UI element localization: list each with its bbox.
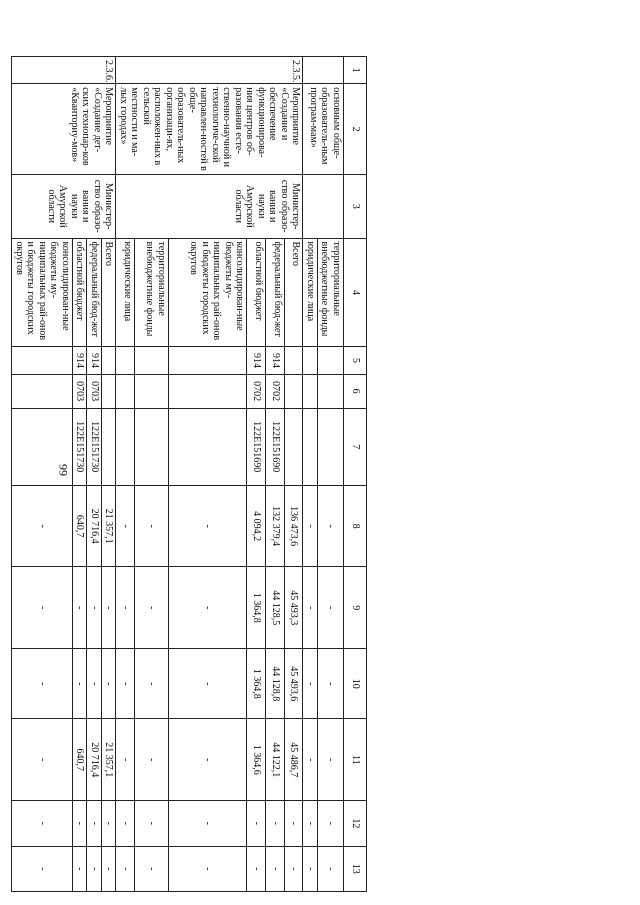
amount-cell: - (284, 801, 303, 846)
amount-cell: - (168, 649, 246, 719)
amount-cell: - (116, 485, 135, 567)
amount-cell: 20 716,4 (87, 485, 102, 567)
budget-table-sheet (0, 56, 367, 892)
code-cell (135, 408, 169, 485)
amount-cell: - (87, 801, 102, 846)
funding-source-cell: консолидирован-ные бюджеты му-ниципальных рай-онов и бюджеты городских округов (12, 238, 73, 347)
amount-cell: - (135, 567, 169, 649)
executor-cell: Министер-ство образо-вания и науки Амурской области (116, 174, 303, 238)
amount-cell: - (116, 567, 135, 649)
code-cell (284, 347, 303, 374)
row-number-cell: 2.3.5. (116, 57, 303, 84)
amount-cell: - (303, 649, 318, 719)
header-cell: 11 (344, 719, 367, 801)
funding-source-cell: юридические лица (303, 238, 318, 347)
amount-cell: - (135, 846, 169, 891)
amount-cell: - (87, 846, 102, 891)
funding-source-cell: юридические лица (116, 238, 135, 347)
amount-cell: - (116, 846, 135, 891)
code-cell (116, 408, 135, 485)
header-cell: 9 (344, 567, 367, 649)
amount-cell: - (116, 649, 135, 719)
amount-cell: 45 486,7 (284, 719, 303, 801)
amount-cell: - (135, 649, 169, 719)
code-cell: 914 (87, 347, 102, 374)
amount-cell: 45 493,3 (284, 567, 303, 649)
amount-cell: - (73, 649, 88, 719)
amount-cell: - (303, 567, 318, 649)
amount-cell: 44 128,5 (266, 567, 285, 649)
funding-source-cell: территориальные внебюджетные фонды (318, 238, 344, 347)
amount-cell: - (87, 649, 102, 719)
code-cell (303, 347, 318, 374)
amount-cell: - (303, 485, 318, 567)
amount-cell: - (168, 719, 246, 801)
code-cell (12, 374, 73, 408)
header-cell: 4 (344, 238, 367, 347)
measure-name-cell: Мероприятие «Создание дет-ских технопар-ков «Кванториу-мов» (12, 84, 116, 175)
measure-name-cell: основным обще-образователь-ным програм-мам» (303, 84, 344, 175)
amount-cell: - (102, 801, 117, 846)
code-cell (318, 374, 344, 408)
executor-cell (303, 174, 344, 238)
measure-name-cell: Мероприятие «Создание и обеспечение функционирова-ния центров об-разования есте-ственно-научной и технологиче-ской направлен-ностей в обще-образователь-ных организаци-ях, расположен-ных в сельской местности и ма-лых городах» (116, 84, 303, 175)
funding-source-cell: консолидирован-ные бюджеты му-ниципальных рай-онов и бюджеты городских округов (168, 238, 246, 347)
header-cell: 1 (344, 57, 367, 84)
header-cell: 13 (344, 846, 367, 891)
funding-source-cell: Всего (102, 238, 117, 347)
code-cell (102, 374, 117, 408)
amount-cell: - (12, 567, 73, 649)
code-cell: 0702 (247, 374, 266, 408)
amount-cell: - (12, 846, 73, 891)
code-cell: 914 (266, 347, 285, 374)
code-cell (116, 347, 135, 374)
amount-cell: 132 379,4 (266, 485, 285, 567)
code-cell (303, 374, 318, 408)
amount-cell: 21 357,1 (102, 719, 117, 801)
code-cell: 914 (247, 347, 266, 374)
amount-cell: 1 364,8 (247, 567, 266, 649)
amount-cell: - (116, 719, 135, 801)
amount-cell: - (73, 846, 88, 891)
header-cell: 5 (344, 347, 367, 374)
amount-cell: - (102, 846, 117, 891)
table-row (102, 57, 117, 892)
code-cell (168, 408, 246, 485)
amount-cell: - (318, 846, 344, 891)
code-cell (168, 374, 246, 408)
code-cell: 914 (73, 347, 88, 374)
table-row (284, 57, 303, 892)
code-cell (135, 374, 169, 408)
header-cell: 3 (344, 174, 367, 238)
funding-source-cell: территориальные внебюджетные фонды (135, 238, 169, 347)
code-cell (168, 347, 246, 374)
amount-cell: - (102, 649, 117, 719)
amount-cell: - (266, 801, 285, 846)
funding-source-cell: областной бюджет (73, 238, 88, 347)
amount-cell: - (12, 719, 73, 801)
code-cell (284, 408, 303, 485)
funding-source-cell: Всего (284, 238, 303, 347)
page-number: 99 (56, 464, 71, 476)
funding-source-cell: федеральный бюд-жет (266, 238, 285, 347)
header-cell: 2 (344, 84, 367, 175)
amount-cell: - (73, 567, 88, 649)
code-cell (12, 347, 73, 374)
header-cell: 8 (344, 485, 367, 567)
code-cell (102, 408, 117, 485)
amount-cell: - (168, 485, 246, 567)
budget-table (12, 56, 368, 892)
amount-cell: 136 473,6 (284, 485, 303, 567)
amount-cell: - (284, 846, 303, 891)
amount-cell: - (168, 801, 246, 846)
code-cell (116, 374, 135, 408)
code-cell: 122E151690 (266, 408, 285, 485)
amount-cell: 640,7 (73, 719, 88, 801)
amount-cell: - (247, 801, 266, 846)
amount-cell: - (303, 801, 318, 846)
row-number-cell (303, 57, 344, 84)
header-cell: 10 (344, 649, 367, 719)
amount-cell: - (135, 485, 169, 567)
amount-cell: 20 716,4 (87, 719, 102, 801)
code-cell: 0702 (266, 374, 285, 408)
code-cell (318, 408, 344, 485)
amount-cell: - (318, 801, 344, 846)
amount-cell: - (303, 719, 318, 801)
amount-cell: - (135, 801, 169, 846)
funding-source-cell: областной бюджет (247, 238, 266, 347)
amount-cell: - (303, 846, 318, 891)
amount-cell: 1 364,8 (247, 649, 266, 719)
amount-cell: - (168, 567, 246, 649)
amount-cell: - (12, 649, 73, 719)
amount-cell: 44 122,1 (266, 719, 285, 801)
code-cell (303, 408, 318, 485)
header-cell: 6 (344, 374, 367, 408)
amount-cell: - (12, 801, 73, 846)
header-cell: 7 (344, 408, 367, 485)
header-row (344, 57, 367, 892)
amount-cell: 640,7 (73, 485, 88, 567)
amount-cell: - (318, 567, 344, 649)
code-cell (318, 347, 344, 374)
row-number-cell: 2.3.6. (12, 57, 116, 84)
executor-cell: Министер-ство образо-вания и науки Амурской области (12, 174, 116, 238)
amount-cell: - (318, 485, 344, 567)
amount-cell: - (247, 846, 266, 891)
code-cell: 0703 (87, 374, 102, 408)
amount-cell: - (73, 801, 88, 846)
amount-cell: - (12, 485, 73, 567)
amount-cell: - (87, 567, 102, 649)
amount-cell: - (318, 719, 344, 801)
amount-cell: - (102, 567, 117, 649)
amount-cell: - (135, 719, 169, 801)
amount-cell: - (266, 846, 285, 891)
amount-cell: 1 364,6 (247, 719, 266, 801)
code-cell (284, 374, 303, 408)
amount-cell: - (116, 801, 135, 846)
code-cell: 122E151730 (87, 408, 102, 485)
code-cell (102, 347, 117, 374)
code-cell: 122E151690 (247, 408, 266, 485)
amount-cell: - (168, 846, 246, 891)
header-cell: 12 (344, 801, 367, 846)
amount-cell: 4 094,2 (247, 485, 266, 567)
amount-cell: 44 128,8 (266, 649, 285, 719)
code-cell: 0703 (73, 374, 88, 408)
amount-cell: 45 493,6 (284, 649, 303, 719)
code-cell (12, 408, 73, 485)
table-row (318, 57, 344, 892)
amount-cell: - (318, 649, 344, 719)
funding-source-cell: федеральный бюд-жет (87, 238, 102, 347)
code-cell: 122E151730 (73, 408, 88, 485)
code-cell (135, 347, 169, 374)
amount-cell: 21 357,1 (102, 485, 117, 567)
